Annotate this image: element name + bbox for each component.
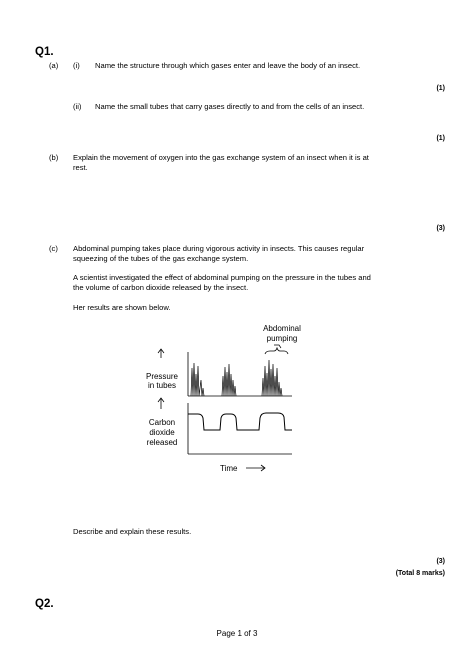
pressure-burst-1 — [191, 363, 204, 396]
annotation-abdominal: Abdominal — [263, 324, 301, 333]
part-b-text-line-1: Explain the movement of oxygen into the gas exchange system of an insect when it is at — [73, 153, 369, 162]
part-c-para2-line-1: A scientist investigated the effect of abdominal pumping on the pressure in the tubes and — [73, 273, 371, 282]
part-a-i-label: (i) — [73, 61, 80, 70]
part-a-ii-label: (ii) — [73, 102, 82, 111]
part-b-text-line-2: rest. — [73, 163, 88, 172]
describe-explain-text: Describe and explain these results. — [73, 527, 192, 536]
pumping-brace — [265, 348, 288, 354]
part-c-marks: (3) — [436, 558, 445, 565]
part-a-label: (a) — [49, 61, 59, 70]
part-a-i-text: Name the structure through which gases enter and leave the body of an insect. — [95, 61, 361, 70]
part-c-text-line-2: squeezing of the tubes of the gas exchange system. — [73, 254, 249, 263]
part-c-label: (c) — [49, 244, 58, 253]
pressure-label-line-2: in tubes — [147, 381, 177, 390]
page-number: Page 1 of 3 — [216, 629, 258, 638]
question-1-title: Q1. — [35, 46, 54, 58]
pressure-label-line-1: Pressure — [145, 372, 179, 381]
co2-label-line-1: Carbon — [148, 418, 176, 427]
part-a-ii-text: Name the small tubes that carry gases directly to and from the cells of an insect. — [95, 102, 365, 111]
part-c-para3: Her results are shown below. — [73, 303, 171, 312]
pressure-burst-3 — [262, 360, 282, 396]
co2-label-line-2: dioxide — [149, 428, 175, 437]
part-b-label: (b) — [49, 153, 59, 162]
question-2-title: Q2. — [35, 598, 54, 610]
total-marks: (Total 8 marks) — [395, 570, 445, 577]
part-a-i-marks: (1) — [436, 85, 445, 92]
part-c-text-line-1: Abdominal pumping takes place during vigorous activity in insects. This causes regular — [73, 244, 365, 253]
co2-label-line-3: released — [146, 438, 178, 447]
results-figure — [140, 318, 310, 480]
time-label: Time — [220, 464, 238, 473]
annotation-pumping: pumping — [266, 334, 298, 343]
co2-trace — [188, 413, 292, 430]
annotation-pointer — [274, 345, 281, 348]
part-b-marks: (3) — [436, 225, 445, 232]
pressure-burst-2 — [222, 364, 236, 396]
part-c-para2-line-2: the volume of carbon dioxide released by the insect. — [73, 283, 249, 292]
part-a-ii-marks: (1) — [436, 135, 445, 142]
